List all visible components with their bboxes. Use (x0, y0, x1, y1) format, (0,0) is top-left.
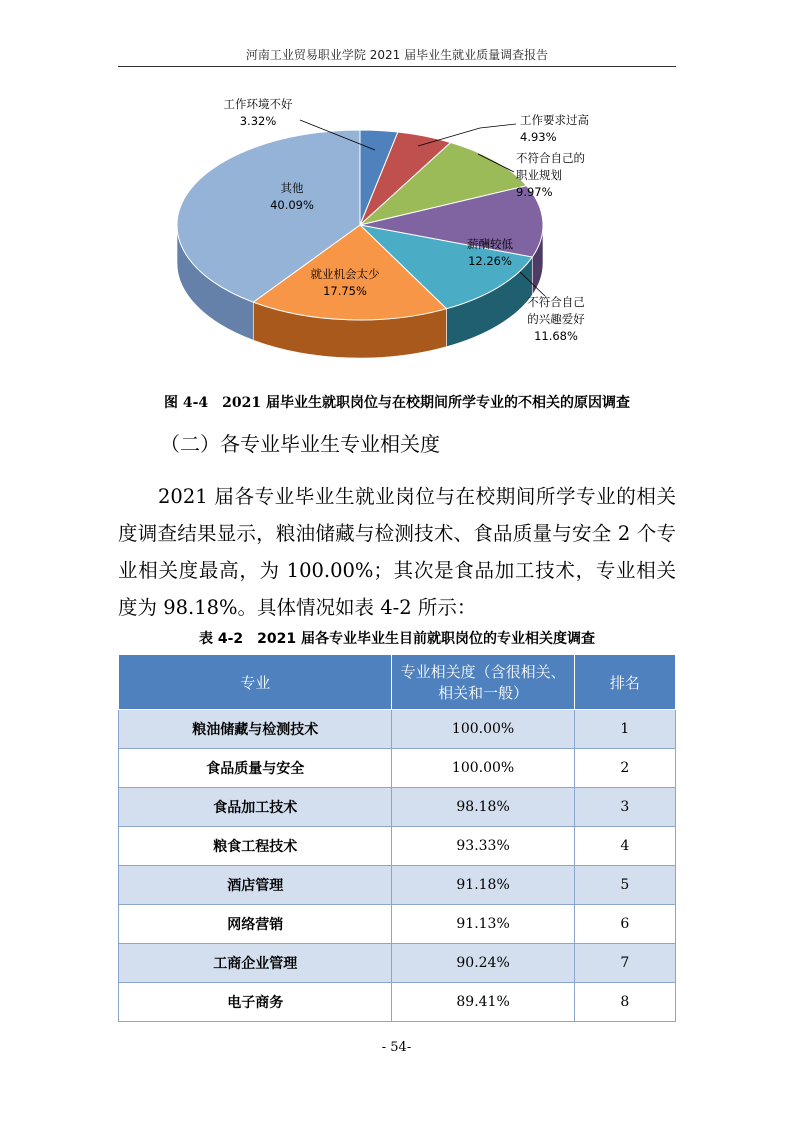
figure-caption: 图 4-4 2021 届毕业生就职岗位与在校期间所学专业的不相关的原因调查 (163, 395, 630, 411)
page-number: - 54- (381, 1040, 412, 1055)
cell-relevance: 100.00% (392, 710, 574, 749)
cell-rank: 5 (574, 866, 675, 905)
cell-major: 电子商务 (119, 983, 392, 1022)
cell-major: 粮食工程技术 (119, 827, 392, 866)
pie-category-label-1: 工作要求过高 (520, 113, 589, 127)
pie-category-label-5: 就业机会太少 (310, 267, 380, 281)
cell-relevance: 91.13% (392, 905, 574, 944)
cell-relevance: 91.18% (392, 866, 574, 905)
cell-relevance: 90.24% (392, 944, 574, 983)
cell-relevance: 98.18% (392, 788, 574, 827)
pie-category-label-4: 不符合自己 (527, 295, 585, 309)
pie-category-label-2: 不符合自己的 (516, 151, 585, 165)
pie-category-label-6: 其他 (280, 181, 304, 195)
table-row (119, 827, 676, 866)
pie-value-label-0: 3.32% (239, 114, 277, 128)
table-row (119, 710, 676, 749)
running-header: 河南工业贸易职业学院 2021 届毕业生就业质量调查报告 (245, 48, 549, 62)
pie-value-label-5: 17.75% (323, 284, 367, 298)
pie-value-label-2: 9.97% (516, 185, 553, 199)
cell-rank: 7 (574, 944, 675, 983)
cell-rank: 4 (574, 827, 675, 866)
table-row (119, 866, 676, 905)
cell-rank: 6 (574, 905, 675, 944)
table-row (119, 749, 676, 788)
body-paragraph: 2021 届各专业毕业生就业岗位与在校期间所学专业的相关度调查结果显示，粮油储藏与检测技术、食品质量与安全 2 个专业相关度最高，为 100.00%；其次是食品加工技术，专业相关度为 98.18%。具体情况如表 4-2 所示： (118, 485, 676, 619)
cell-relevance: 100.00% (392, 749, 574, 788)
table-row (119, 905, 676, 944)
table-row (119, 983, 676, 1022)
cell-major: 网络营销 (119, 905, 392, 944)
table-header-row (119, 655, 676, 710)
cell-rank: 8 (574, 983, 675, 1022)
table-caption: 表 4-2 2021 届各专业毕业生目前就职岗位的专业相关度调查 (198, 631, 595, 647)
cell-major: 粮油储藏与检测技术 (119, 710, 392, 749)
cell-rank: 2 (574, 749, 675, 788)
cell-major: 酒店管理 (119, 866, 392, 905)
table-row (119, 944, 676, 983)
cell-rank: 1 (574, 710, 675, 749)
pie-chart (0, 80, 793, 380)
pie-value-label-3: 12.26% (468, 254, 512, 268)
pie-value-label-4: 11.68% (534, 329, 578, 343)
cell-relevance: 89.41% (392, 983, 574, 1022)
cell-major: 工商企业管理 (119, 944, 392, 983)
pie-value-label-6: 40.09% (270, 198, 314, 212)
cell-major: 食品质量与安全 (119, 749, 392, 788)
pie-category-label-4: 的兴趣爱好 (527, 312, 585, 326)
pie-value-label-1: 4.93% (520, 130, 557, 144)
header-relevance: 专业相关度（含很相关、相关和一般） (392, 655, 574, 710)
header-rank: 排名 (574, 655, 675, 710)
table-row (119, 788, 676, 827)
relevance-table (118, 654, 676, 1022)
cell-major: 食品加工技术 (119, 788, 392, 827)
cell-rank: 3 (574, 788, 675, 827)
pie-category-label-2: 职业规划 (516, 168, 562, 182)
section-heading: （二）各专业毕业生专业相关度 (160, 432, 440, 456)
pie-category-label-0: 工作环境不好 (223, 97, 293, 111)
pie-category-label-3: 薪酬较低 (467, 237, 513, 251)
cell-relevance: 93.33% (392, 827, 574, 866)
header-rule (118, 66, 676, 67)
header-major: 专业 (119, 655, 392, 710)
